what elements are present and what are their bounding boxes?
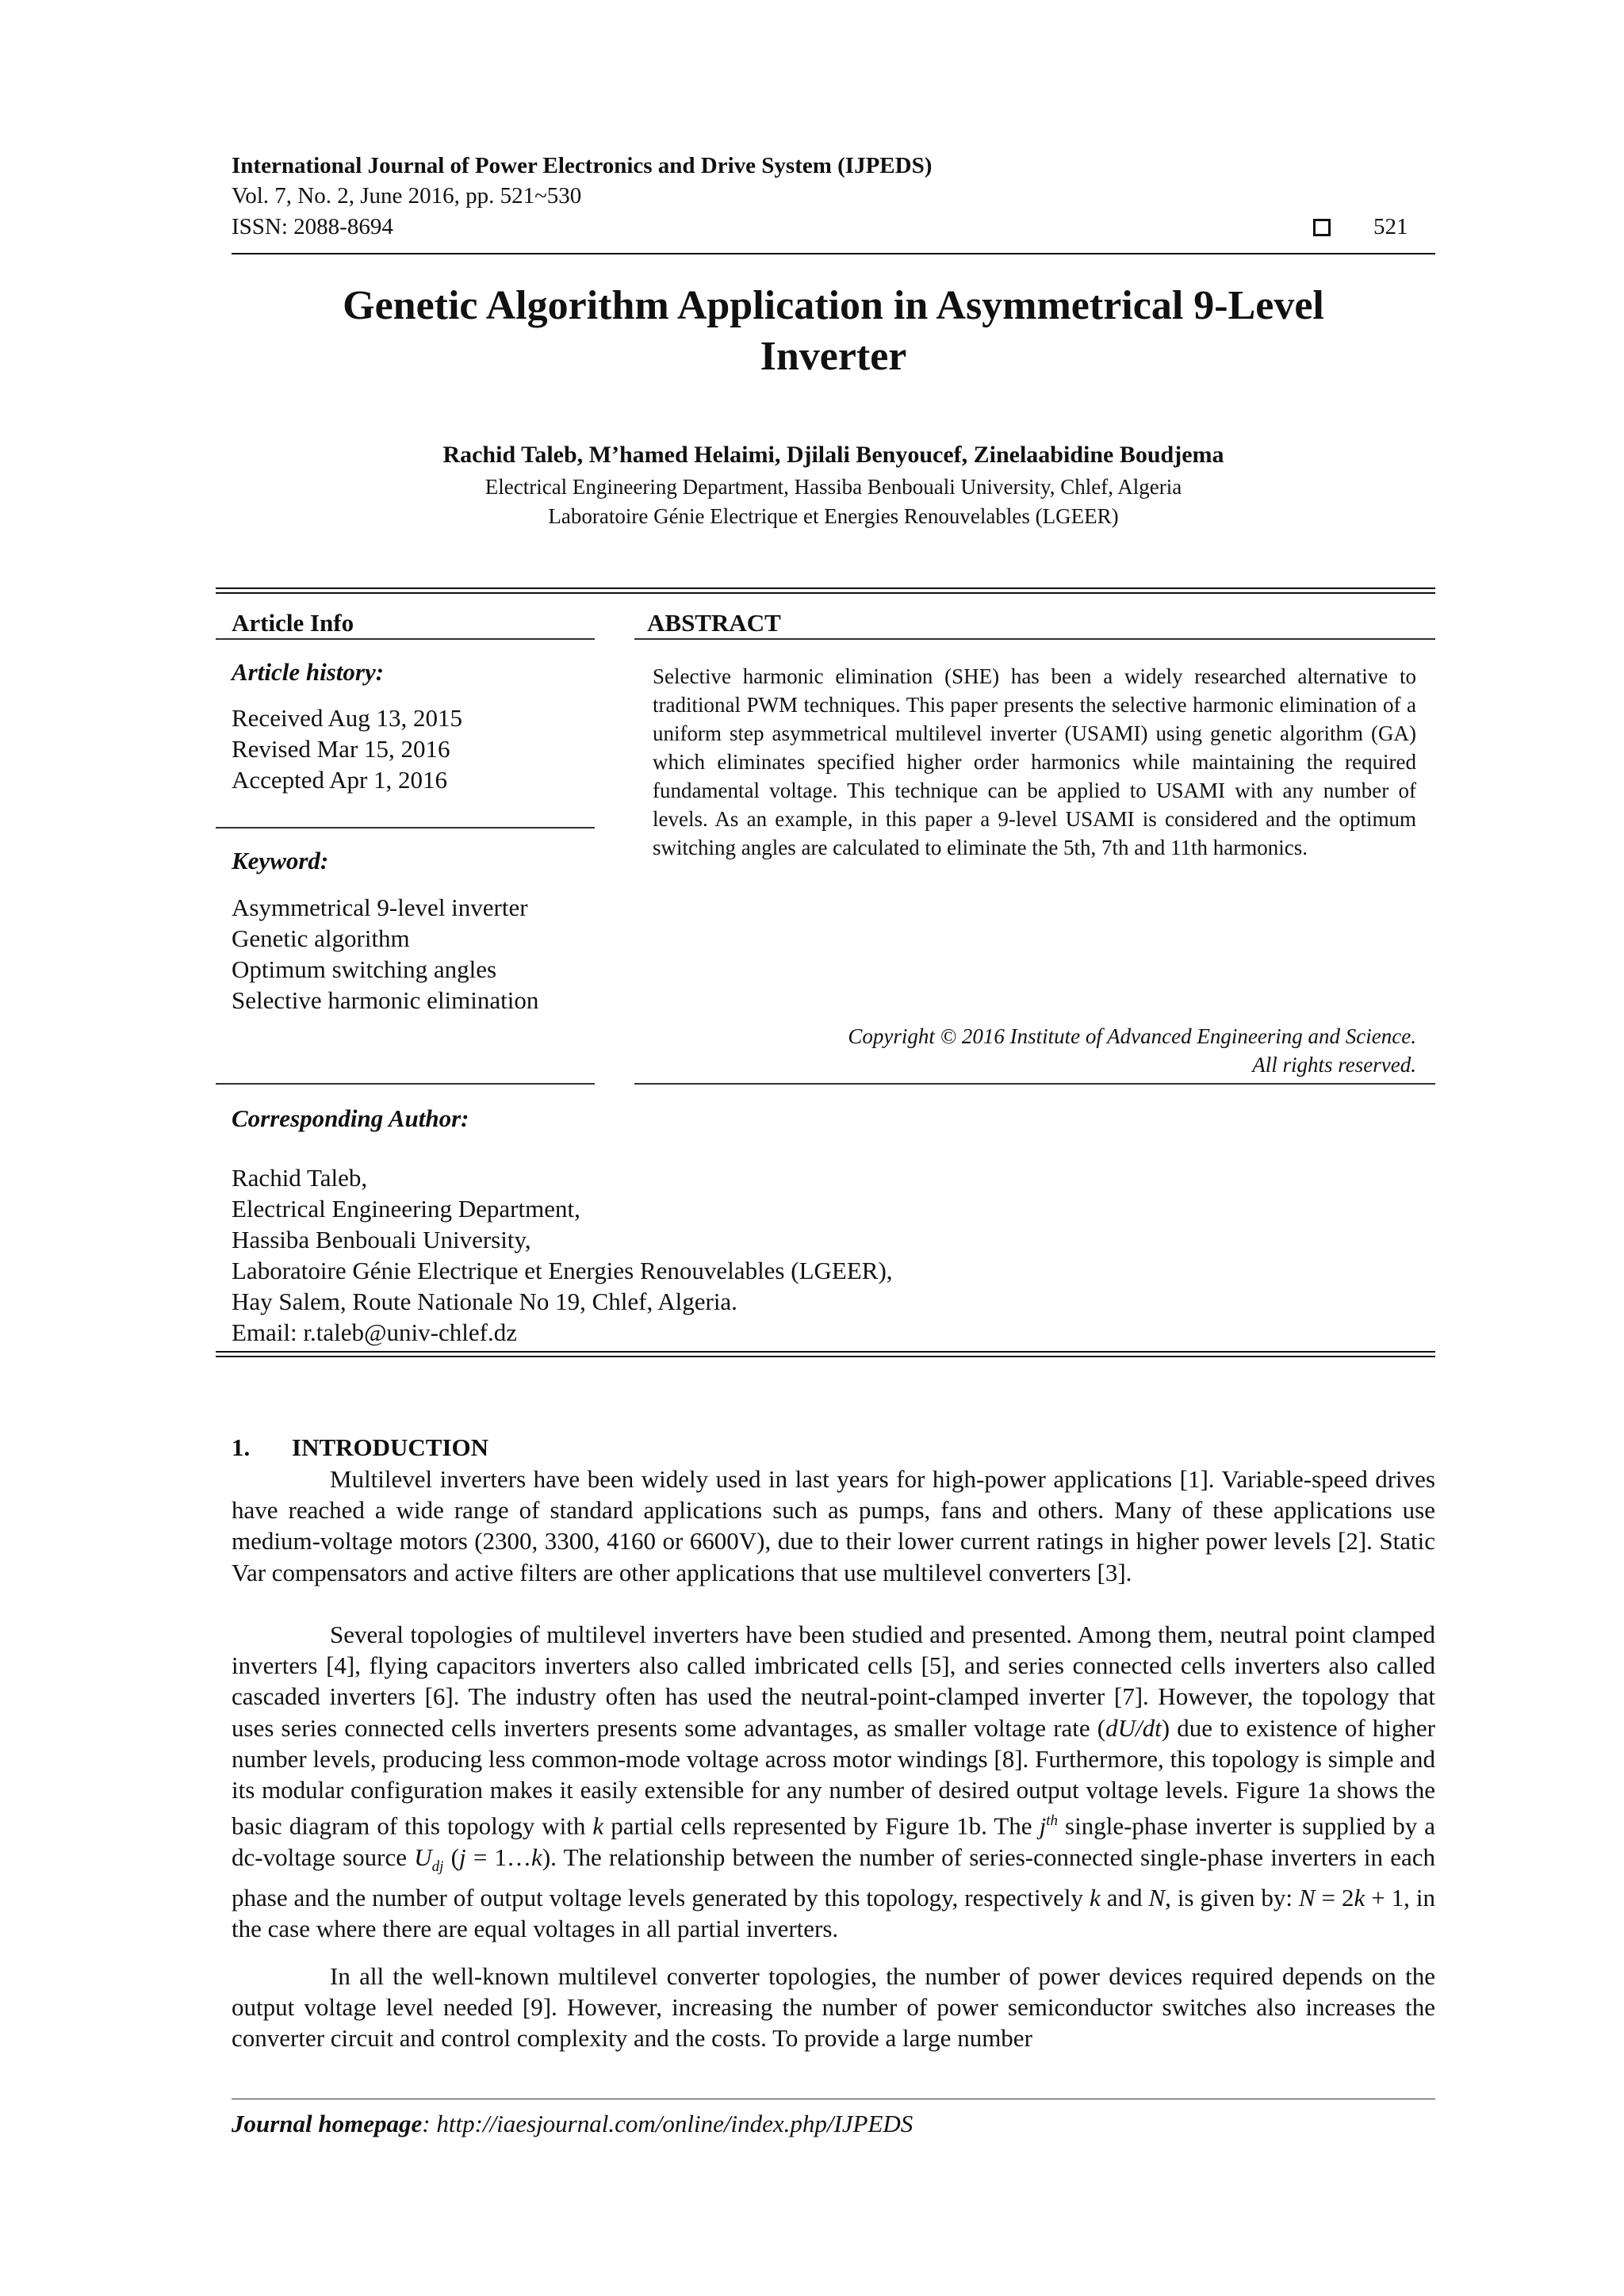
- journal-homepage: [232, 2110, 913, 2138]
- corr-line: Hay Salem, Route Nationale No 19, Chlef, Algeria.: [232, 1288, 737, 1315]
- abstract-heading: ABSTRACT: [647, 609, 781, 637]
- header-page-block: [1313, 214, 1408, 240]
- intro-paragraph-3: In all the well-known multilevel converter topologies, the number of power devices required depends on the output voltage level needed [9]. However, increasing the number of power semiconductor switches also increases the converter circuit and control complexity and the costs. To provide a large number: [232, 1962, 1435, 2053]
- article-history-label: Article history:: [232, 658, 385, 686]
- title-line-1: Genetic Algorithm Application in Asymmetrical 9-Level: [343, 283, 1324, 328]
- checkbox-square-icon: [1313, 219, 1331, 236]
- homepage-url[interactable]: : http://iaesjournal.com/online/index.php/IJPEDS: [422, 2110, 914, 2137]
- paper-title: [232, 281, 1435, 382]
- copyright: [653, 1022, 1416, 1079]
- journal-issn: ISSN: 2088-8694: [232, 214, 393, 239]
- keyword-item: Asymmetrical 9-level inverter: [232, 894, 528, 921]
- revised-date: Revised Mar 15, 2016: [232, 735, 450, 763]
- corresponding-author-details: [232, 1162, 893, 1348]
- keyword-list: [232, 892, 538, 1016]
- section-title: INTRODUCTION: [292, 1433, 489, 1461]
- corr-line: Rachid Taleb,: [232, 1164, 368, 1192]
- info-top-double-rule: [216, 587, 1435, 594]
- title-line-2: Inverter: [760, 334, 907, 379]
- abstract-bottom-rule: [634, 1083, 1435, 1085]
- article-info-rule: [216, 638, 595, 640]
- article-history: [232, 702, 462, 795]
- keyword-item: Selective harmonic elimination: [232, 986, 539, 1014]
- keyword-item: Genetic algorithm: [232, 924, 410, 952]
- keyword-rule: [216, 827, 595, 828]
- section-number: 1.: [232, 1433, 251, 1461]
- homepage-label: Journal homepage: [232, 2110, 423, 2137]
- corr-line: Hassiba Benbouali University,: [232, 1226, 531, 1253]
- journal-volume: Vol. 7, No. 2, June 2016, pp. 521~530: [232, 183, 582, 209]
- corr-email: Email: r.taleb@univ-chlef.dz: [232, 1318, 517, 1346]
- journal-name: International Journal of Power Electronics and Drive System (IJPEDS): [232, 153, 933, 178]
- abstract-rule: [634, 638, 1435, 640]
- abstract-text: Selective harmonic elimination (SHE) has been a widely researched alternative to traditional PWM techniques. This paper presents the selective harmonic elimination of a uniform step asymmetrical multilevel inverter (USAMI) using genetic algorithm (GA) which eliminates specified higher order harmonics while maintaining the required fundamental voltage. This technique can be applied to USAMI with any number of levels. As an example, in this paper a 9-level USAMI is considered and the optimum switching angles are calculated to eliminate the 5th, 7th and 11th harmonics.: [653, 664, 1416, 859]
- rights-line: All rights reserved.: [1252, 1053, 1416, 1077]
- info-bottom-rule: [216, 1083, 595, 1085]
- keyword-label: Keyword:: [232, 847, 329, 874]
- section-heading-introduction: [232, 1433, 488, 1462]
- page-number: 521: [1373, 214, 1408, 239]
- intro-paragraph-2: Several topologies of multilevel inverters have been studied and presented. Among them, neutral point clamped inverters [4], flying capacitors inverters also called imbricated cells [5], and series connected cells inverters also called cascaded inverters [6]. The industry often has used the neutral-point-clamped inverter [7]. However, the topology that uses series connected cells inverters presents some advantages, as smaller voltage rate (dU/dt) due to existence of higher number levels, producing less common-mode voltage across motor windings [8]. Furthermore, this topology is simple and its modular configuration makes it easily extensible for any number of desired output voltage levels. Figure 1a shows the basic diagram of this topology with k partial cells represented by Figure 1b. The $j^{th}$ single-phase inverter is supplied by a dc-voltage source $U_{dj}$ (j = 1…k). The relationship between the number of series-connected single-phase inverters in each phase and the number of output voltage levels generated by this topology, respectively k and N, is given by: N = 2k + 1, in the case where there are equal voltages in all partial inverters.: [232, 1621, 1436, 1943]
- intro-paragraph-1: Multilevel inverters have been widely used in last years for high-power applications [1]. Variable-speed drives have reached a wide range of standard applications such as pumps, fans and others. Many of these applications use medium-voltage motors (2300, 3300, 4160 or 6600V), due to their lower current ratings in higher power levels [2]. Static Var compensators and active filters are other applications that use multilevel converters [3].: [232, 1465, 1435, 1586]
- keyword-item: Optimum switching angles: [232, 955, 497, 983]
- authors: Rachid Taleb, M’hamed Helaimi, Djilali Benyoucef, Zinelaabidine Boudjema: [442, 442, 1224, 468]
- article-info-heading: Article Info: [232, 609, 354, 637]
- received-date: Received Aug 13, 2015: [232, 704, 463, 732]
- affiliation-2: Laboratoire Génie Electrique et Energies Renouvelables (LGEER): [548, 504, 1119, 528]
- corresponding-author-label: Corresponding Author:: [232, 1104, 469, 1132]
- copyright-line: Copyright © 2016 Institute of Advanced Engineering and Science.: [848, 1024, 1416, 1048]
- info-bottom-double-rule: [216, 1351, 1435, 1357]
- corr-line: Laboratoire Génie Electrique et Energies Renouvelables (LGEER),: [232, 1257, 893, 1284]
- header-rule: [232, 253, 1435, 254]
- corr-line: Electrical Engineering Department,: [232, 1195, 580, 1223]
- accepted-date: Accepted Apr 1, 2016: [232, 766, 448, 794]
- affiliation-1: Electrical Engineering Department, Hassiba Benbouali University, Chlef, Algeria: [485, 475, 1182, 499]
